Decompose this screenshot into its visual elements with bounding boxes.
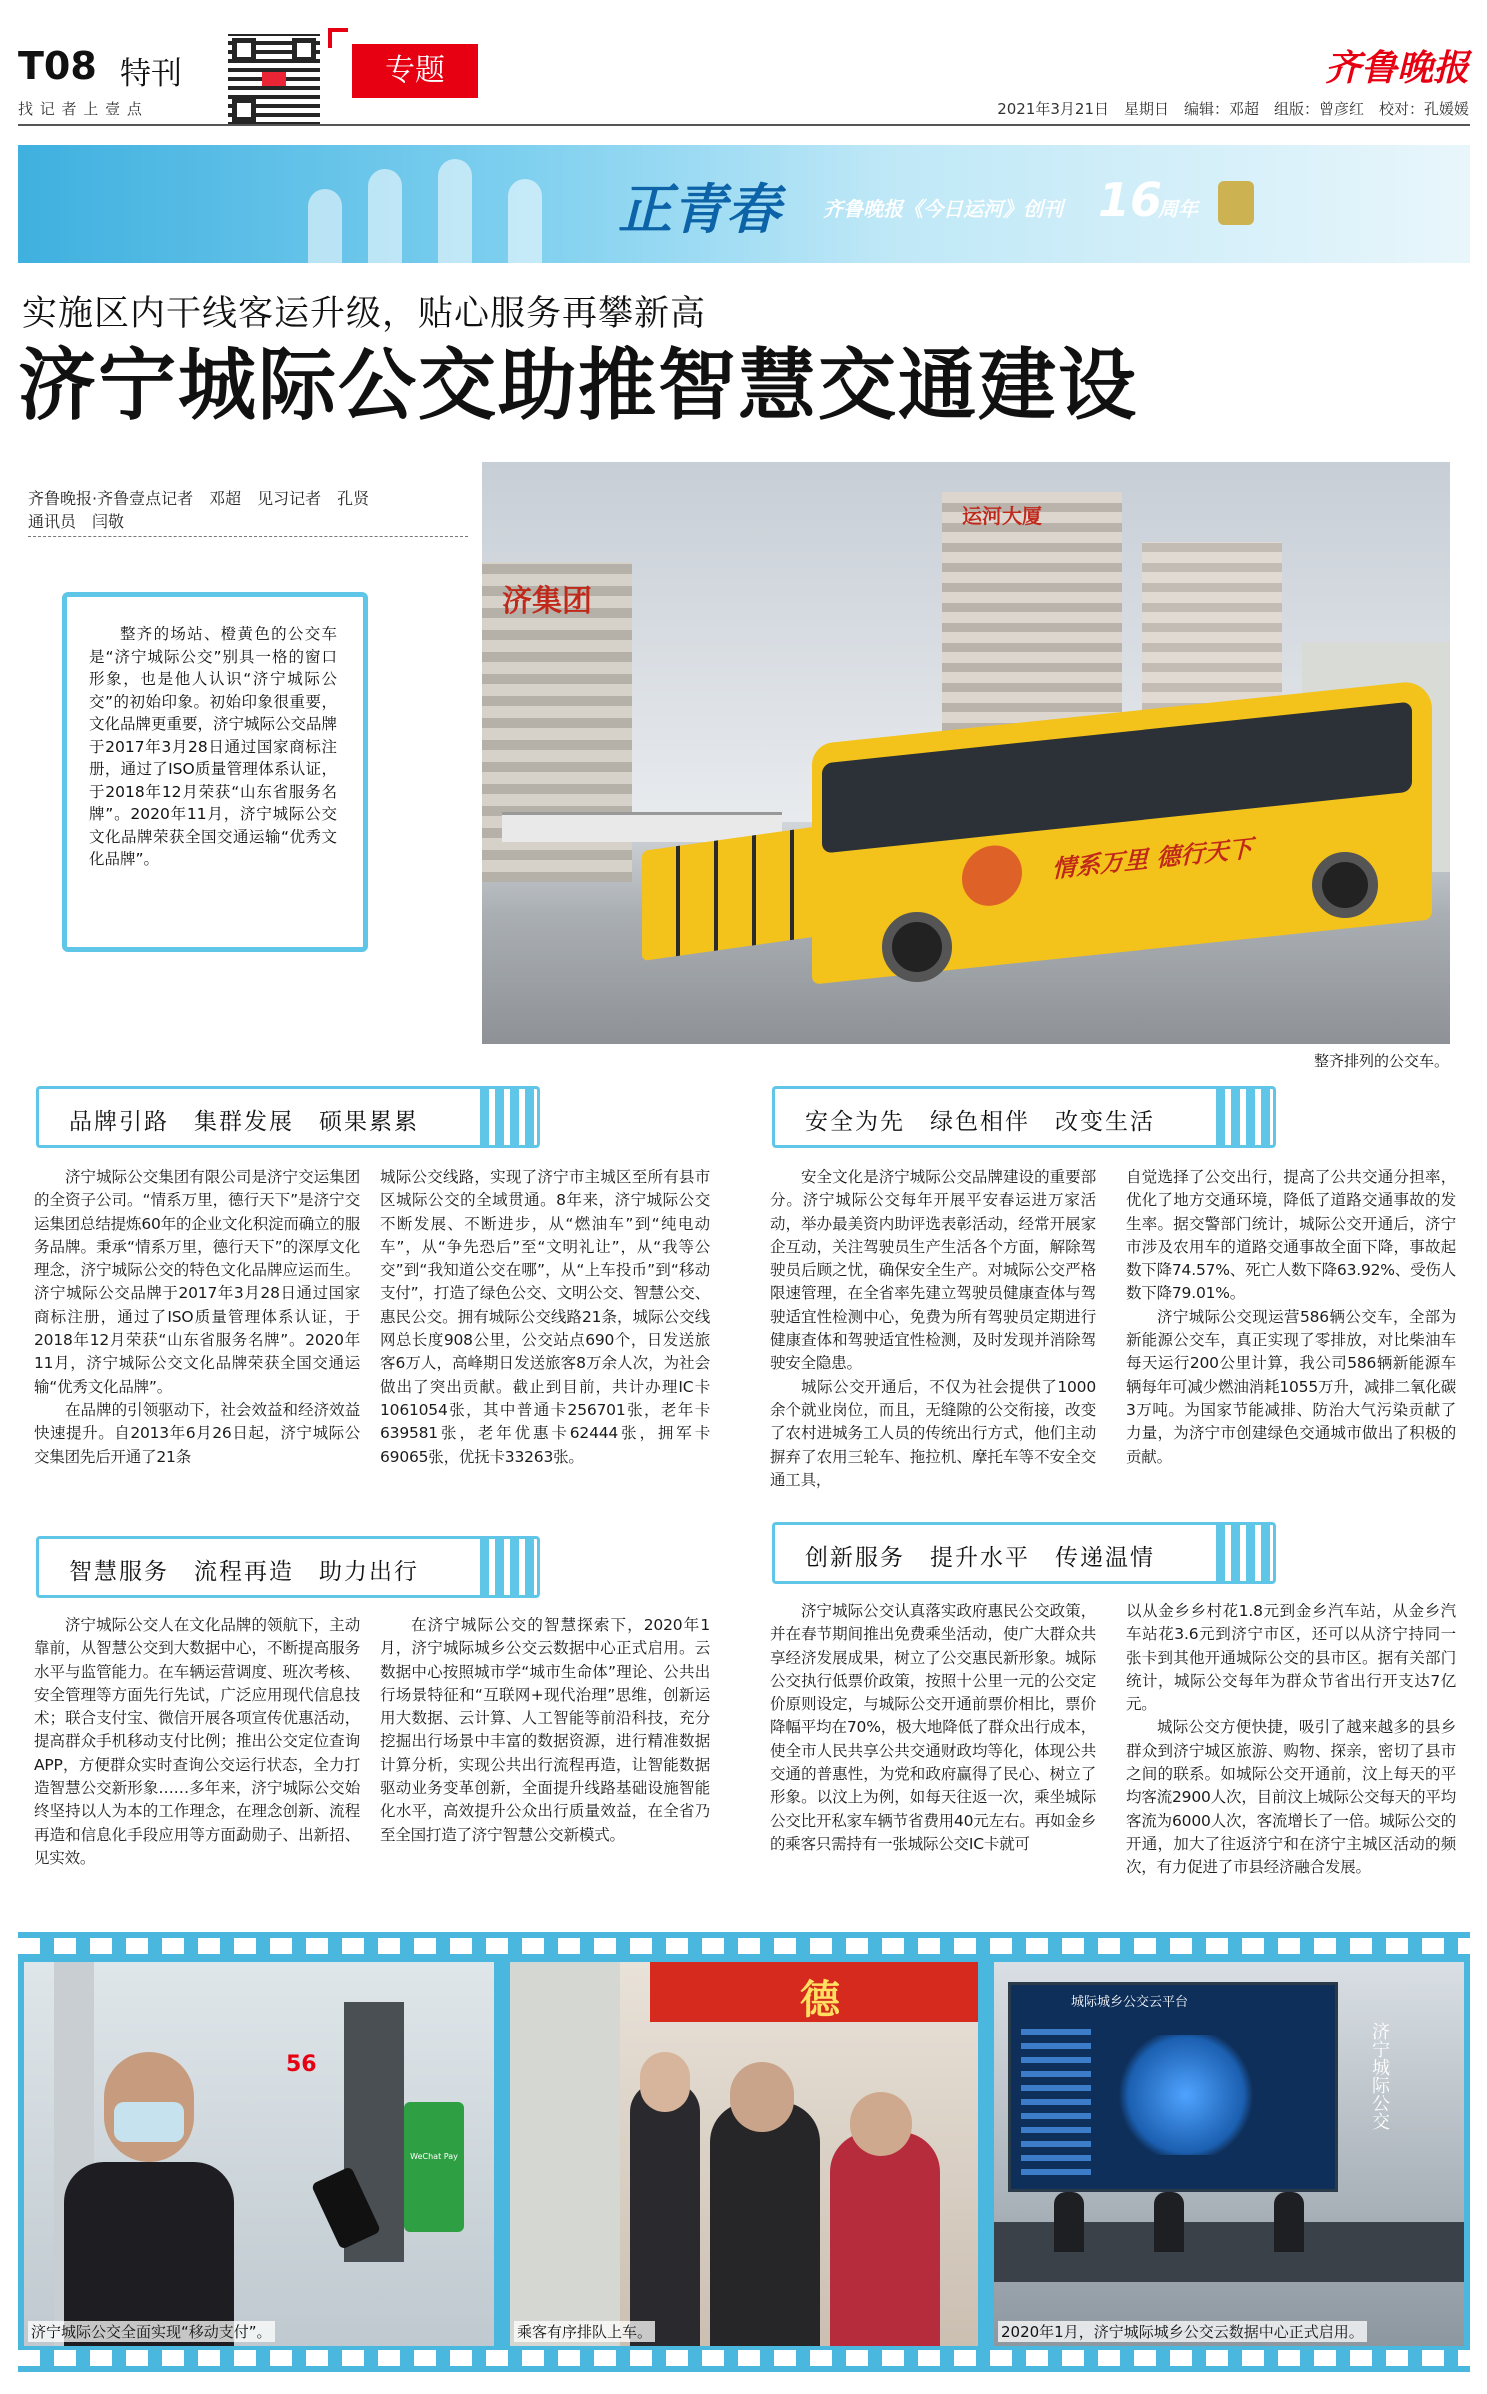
paragraph: 济宁城际公交认真落实政府惠民公交政策，并在春节期间推出免费乘坐活动，使广大群众共享经济发展成果，树立了公交惠民新形象。城际公交执行低票价政策，按照十公里一元的公交定价原则设定，与城际公交开通前票价相比，票价降幅平均在70%，极大地降低了群众出行成本，使全市人民共享公共交通财政均等化，体现公共交通的普惠性，为党和政府赢得了民心、树立了形象。以汶上为例，如每天往返一次，乘坐城际公交比开私家车辆节省费用40元左右。再如金乡的乘客只需持有一张城际公交IC卡就可 bbox=[770, 1602, 1096, 1853]
paragraph: 城际公交方便快捷，吸引了越来越多的县乡群众到济宁城区旅游、购物、探亲，密切了县市之间的联系。如城际公交开通前，汶上每天的平均客流2900人次，目前汶上城际公交每天的平均客流为6000人次，客流增长了一倍。城际公交的开通，加大了往返济宁和在济宁主城区活动的频次，有力促进了市县经济融合发展。 bbox=[1126, 1718, 1456, 1877]
header-rule bbox=[18, 124, 1470, 126]
section-label: 特刊 bbox=[120, 56, 182, 92]
main-photo-caption: 整齐排列的公交车。 bbox=[1313, 1052, 1449, 1070]
byline-rule bbox=[28, 536, 468, 537]
lead-text: 整齐的场站、橙黄色的公交车是“济宁城际公交”别具一格的窗口形象，也是他人认识“济宁城际公交”的初始印象。初始印象很重要，文化品牌更重要，济宁城际公交品牌于2017年3月28日通过国家商标注册，通过了ISO质量管理体系认证，于2018年12月荣获“山东省服务名牌”。2020年11月，济宁城际公交文化品牌荣获全国交通运输“优秀文化品牌”。 bbox=[89, 625, 338, 868]
paragraph: 在品牌的引领驱动下，社会效益和经济效益快速提升。自2013年6月26日起，济宁城际公交集团先后开通了21条 bbox=[34, 1400, 360, 1466]
byline-1: 齐鲁晚报·齐鲁壹点记者 邓超 见习记者 孔贤 bbox=[28, 489, 370, 508]
paragraph: 城际公交线路，实现了济宁市主城区至所有县市区城际公交的全域贯通。8年来，济宁城际公交不断发展、不断进步，从“燃油车”到“纯电动车”，从“争先恐后”至“文明礼让”，从“我等公交”到“我知道公交在哪”，从“上车投币”到“移动支付”，打造了绿色公交、文明公交、智慧公交、惠民公交。拥有城际公交线路21条，城际公交线网总长度908公里，公交站点690个，日发送旅客6万人，高峰期日发送旅客8万余人次，为社会做出了突出贡献。截止到目前，共计办理IC卡1061054张，其中普通卡256701张，老年卡639581张，老年优惠卡62444张，拥军卡69065张，优抚卡33263张。 bbox=[380, 1168, 710, 1466]
kicker: 实施区内干线客运升级，贴心服务再攀新高 bbox=[22, 294, 707, 334]
pay-label: WeChat Pay bbox=[410, 2152, 458, 2161]
paragraph: 自觉选择了公交出行，提高了公共交通分担率，优化了地方交通环境，降低了道路交通事故的发生率。据交警部门统计，城际公交开通后，济宁市涉及农用车的道路交通事故全面下降，事故起数下降74.57%、死亡人数下降63.92%、受伤人数下降79.01%。 bbox=[1126, 1168, 1457, 1303]
photo-2-caption: 乘客有序排队上车。 bbox=[514, 2321, 655, 2342]
paragraph: 济宁城际公交现运营586辆公交车，全部为新能源公交车，真正实现了零排放，对比柴油车每天运行200公里计算，我公司586辆新能源车辆每年可减少燃油消耗1055万升，减排二氧化碳3万吨。为国家节能减排、防治大气污染贡献了力量，为济宁市创建绿色交通城市做出了积极的贡献。 bbox=[1126, 1307, 1456, 1466]
page-number: T08 bbox=[18, 44, 97, 88]
dateline: 2021年3月21日 星期日 编辑：邓超 组版：曾彦红 校对：孔媛媛 bbox=[997, 100, 1469, 118]
section-sub: 找 记 者 上 壹 点 bbox=[18, 100, 143, 118]
paragraph: 济宁城际公交集团有限公司是济宁交运集团的全资子公司。“情系万里，德行天下”是济宁交运集团总结提炼60年的企业文化积淀而确立的服务品牌。秉承“情系万里，德行天下”的深厚文化理念，济宁城际公交的特色文化品牌应运而生。济宁城际公交品牌于2017年3月28日通过国家商标注册，通过了ISO质量管理体系认证，于2018年12月荣获“山东省服务名牌”。2020年11月，济宁城际公交文化品牌荣获全国交通运输“优秀文化品牌”。 bbox=[34, 1168, 360, 1396]
photo-strip bbox=[18, 1932, 1470, 2372]
section-2-title: 智慧服务 流程再造 助力出行 bbox=[69, 1559, 419, 1585]
section-4-title: 创新服务 提升水平 传递温情 bbox=[805, 1545, 1155, 1571]
screen-wall bbox=[1008, 1982, 1338, 2192]
paragraph: 济宁城际公交人在文化品牌的领航下，主动靠前，从智慧公交到大数据中心，不断提高服务水平与监管能力。在车辆运营调度、班次考核、安全管理等方面先行先试，广泛应用现代信息技术；联合支付宝、微信开展各项宣传优惠活动，提高群众手机移动支付比例；推出公交定位查询APP，方便群众实时查询公交运行状态，全力打造智慧公交新形象……多年来，济宁城际公交始终坚持以人为本的工作理念，在理念创新、流程再造和信息化手段应用等方面勐勋子、出新招、见实效。 bbox=[34, 1616, 360, 1867]
byline-2: 通讯员 闫敬 bbox=[28, 512, 125, 531]
section-2-header bbox=[36, 1536, 540, 1598]
passenger bbox=[64, 2052, 234, 2346]
section-4-header bbox=[772, 1522, 1276, 1584]
building-left-sign: 济集团 bbox=[502, 584, 592, 619]
qr-code bbox=[228, 34, 320, 126]
banner-char: 德 bbox=[800, 1977, 840, 2023]
photo-mobile-payment bbox=[24, 1962, 494, 2346]
section-1-header bbox=[36, 1086, 540, 1148]
banner-unit: 周年 bbox=[1158, 197, 1198, 221]
lead-box bbox=[62, 592, 368, 952]
banner-brand: 正青春 bbox=[618, 177, 780, 241]
section-1-title: 品牌引路 集群发展 硕果累累 bbox=[69, 1109, 419, 1135]
paragraph: 城际公交开通后，不仅为社会提供了1000余个就业岗位，而且，无缝隙的公交衔接，改变了农村进城务工人员的传统出行方式，他们主动摒弃了农用三轮车、拖拉机、摩托车等不安全交通工具， bbox=[770, 1377, 1096, 1489]
section-3-title: 安全为先 绿色相伴 改变生活 bbox=[805, 1109, 1155, 1135]
bus-wheel-icon bbox=[1312, 852, 1378, 918]
bus-wheel-icon bbox=[882, 912, 952, 982]
paragraph: 安全文化是济宁城际公交品牌建设的重要部分。济宁城际公交每年开展平安春运进万家活动，举办最美资内助评选表彰活动，经常开展家企互动，关注驾驶员生产生活各个方面，解除驾驶员后顾之忧，确保安全生产。对城际公交严格限速管理，在全省率先建立驾驶员健康查体与驾驶适宜性检测中心，免费为所有驾驶员定期进行健康查体和驾驶适宜性检测，及时发现并消除驾驶安全隐患。 bbox=[770, 1168, 1096, 1373]
paragraph: 以从金乡乡村花1.8元到金乡汽车站，从金乡汽车站花3.6元到济宁市区，还可以从济宁持同一张卡到其他开通城际公交的县市区。据有关部门统计，城际公交每年为群众节省出行开支达7亿元。 bbox=[1126, 1602, 1456, 1714]
wall-logo: 济宁城际公交 bbox=[1369, 2022, 1390, 2130]
main-photo bbox=[482, 462, 1450, 1044]
banner bbox=[18, 145, 1470, 263]
screen-title: 城际城乡公交云平台 bbox=[1071, 1995, 1189, 2010]
section-2-col2 bbox=[380, 1614, 710, 1847]
bus-slogan: 情系万里 德行天下 bbox=[1052, 834, 1253, 884]
photo-data-center bbox=[994, 1962, 1464, 2346]
section-2-col1 bbox=[34, 1614, 360, 1870]
building-right-sign: 运河大厦 bbox=[962, 504, 1042, 528]
headline: 济宁城际公交助推智慧交通建设 bbox=[18, 341, 1139, 431]
section-4-col2 bbox=[1126, 1600, 1456, 1880]
section-3-col2 bbox=[1126, 1166, 1456, 1469]
bus-number: 56 bbox=[286, 2052, 317, 2077]
photo-1-caption: 济宁城际公交全面实现“移动支付”。 bbox=[28, 2321, 275, 2342]
pay-terminal bbox=[404, 2102, 464, 2232]
photo-3-caption: 2020年1月，济宁城际城乡公交云数据中心正式启用。 bbox=[998, 2321, 1367, 2342]
section-3-col1 bbox=[770, 1166, 1096, 1492]
paragraph: 在济宁城际公交的智慧探索下，2020年1月，济宁城际城乡公交云数据中心正式启用。云数据中心按照城市学“城市生命体”理论、公共出行场景特征和“互联网+现代治理”思维，创新运用大数据、云计算、人工智能等前沿科技，充分挖掘出行场景中丰富的数据资源，进行精准数据计算分析，实现公共出行流程再造，让智能数据驱动业务变革创新，全面提升线路基础设施智能化水平，高效提升公众出行质量效益，在全省乃至全国打造了济宁智慧公交新模式。 bbox=[380, 1616, 710, 1844]
banner-people-icon bbox=[298, 159, 618, 263]
special-tag: 专题 bbox=[352, 44, 478, 98]
photo-queue bbox=[510, 1962, 978, 2346]
red-banner bbox=[650, 1962, 978, 2022]
special-corner bbox=[328, 28, 348, 48]
section-1-col2 bbox=[380, 1166, 710, 1469]
newspaper-logo: 齐鲁晚报 bbox=[1324, 47, 1469, 89]
section-3-header bbox=[772, 1086, 1276, 1148]
banner-years: 16 bbox=[1098, 173, 1163, 227]
section-1-col1 bbox=[34, 1166, 360, 1469]
banner-seal-icon bbox=[1218, 181, 1254, 225]
banner-slogan: 齐鲁晚报《今日运河》创刊 bbox=[823, 197, 1063, 221]
section-4-col1 bbox=[770, 1600, 1096, 1856]
